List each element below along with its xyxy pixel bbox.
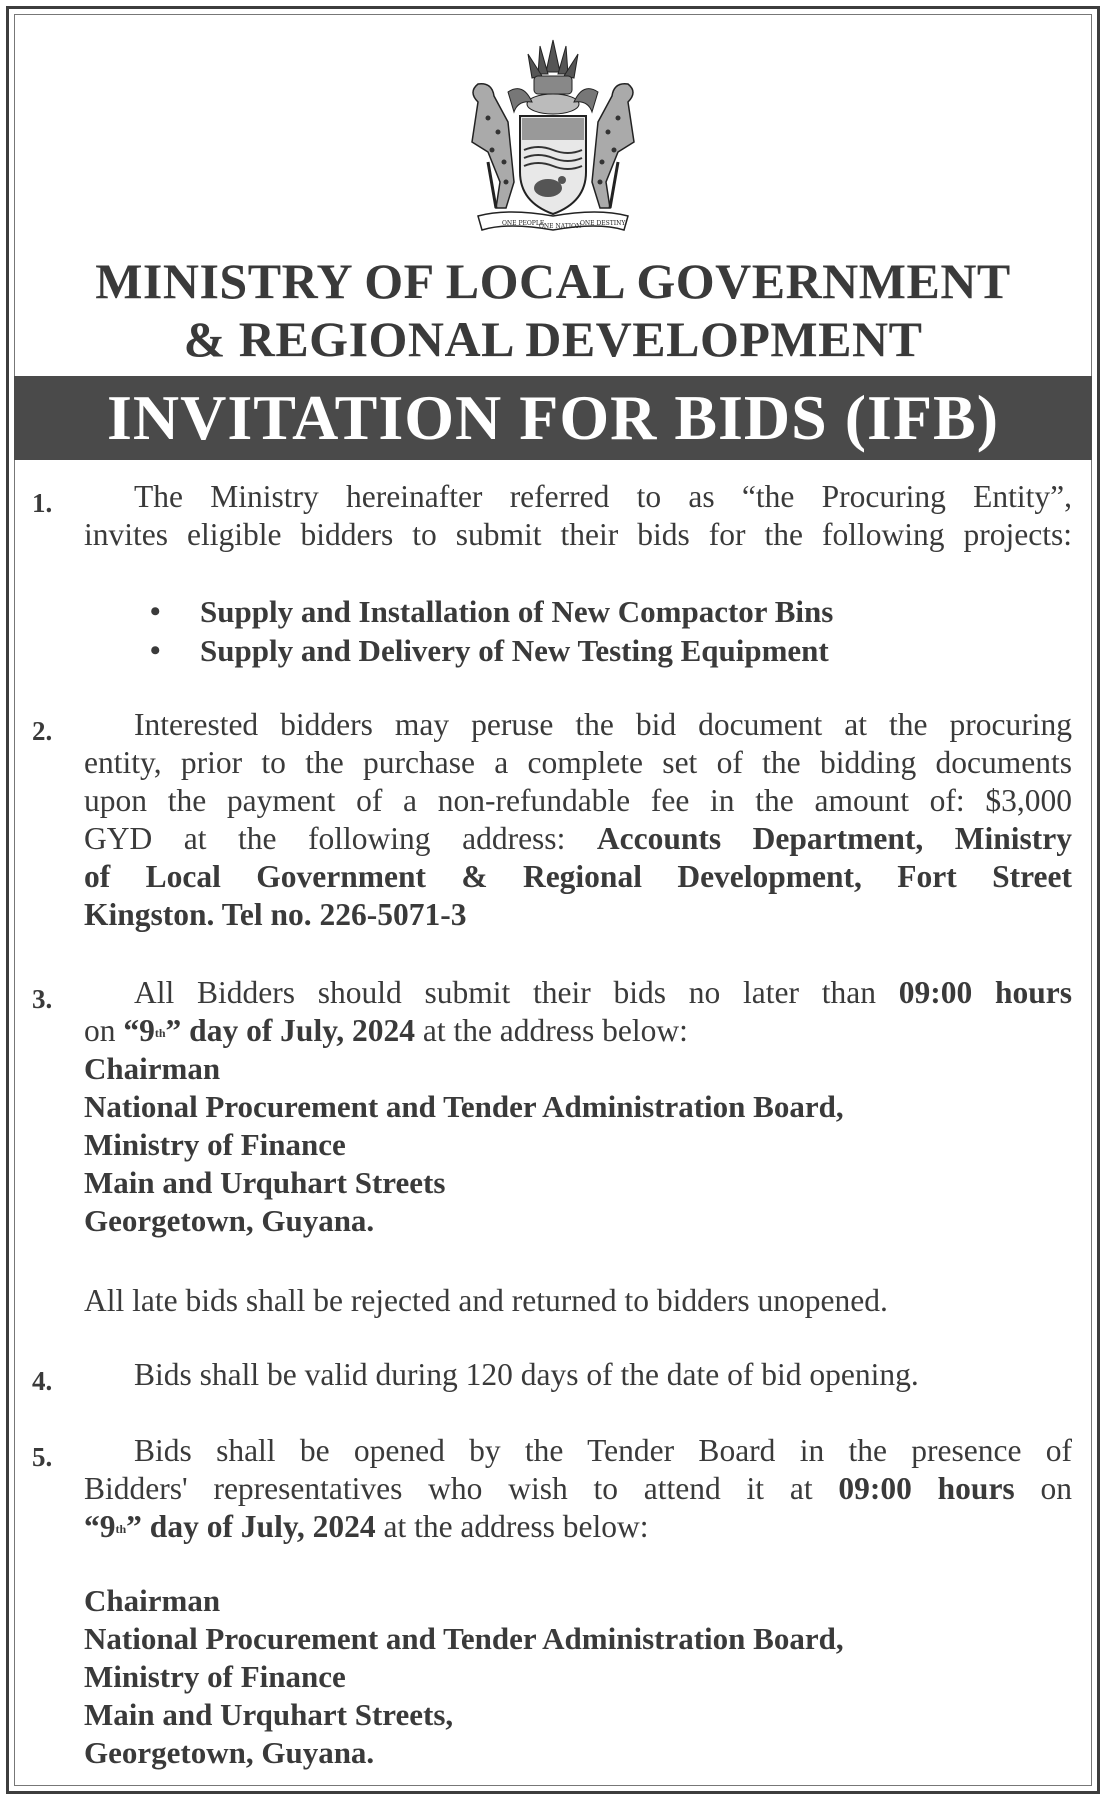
addr2-line1: Chairman [84,1583,221,1618]
p2-line3: upon the payment of a non-refundable fee in the amount of: $3,000 [84,783,1072,818]
ifb-banner: INVITATION FOR BIDS (IFB) [14,376,1092,460]
p2-line2: entity, prior to the purchase a complete set of the bidding documents [84,745,1072,780]
p2-line6: Kingston. Tel no. 226-5071-3 [84,897,467,932]
address-block-2 [84,1582,844,1772]
item-number-3: 3. [32,984,53,1014]
paragraph-2 [84,706,1072,934]
p5-date-rest: ” day of July, 2024 [126,1509,376,1544]
p3-line2-plain: at the address below: [414,1013,688,1048]
p2-line5: of Local Government & Regional Development, Fort Street [84,859,1072,894]
addr1-line3: Ministry of Finance [84,1127,346,1162]
p5-line3-plain: at the address below: [375,1509,649,1544]
addr2-line2: National Procurement and Tender Administration Board, [84,1621,844,1656]
address-block-1 [84,1050,844,1240]
p3-date-sup: th [154,1026,166,1040]
p5-line1: Bids shall be opened by the Tender Board in the presence of [134,1433,1072,1468]
p5-line2-plain: Bidders' representatives who wish to attend it at [84,1471,839,1506]
motto-one-destiny: ONE DESTINY [580,220,626,227]
p2-line4-plain: GYD at the following address: [84,821,597,856]
paragraph-3 [84,974,1072,1050]
coat-of-arms-icon [448,32,658,242]
p1-line1: The Ministry hereinafter referred to as “the Procuring Entity”, [134,479,1072,514]
motto-one-people: ONE PEOPLE [502,220,545,227]
p3-line1-bold: 09:00 hours [898,975,1072,1010]
p2-line1: Interested bidders may peruse the bid document at the procuring [134,707,1072,742]
p2-line4-bold: Accounts Department, Ministry [596,821,1072,856]
p1-line2: invites eligible bidders to submit their bids for the following projects: [84,517,1072,552]
addr2-line4: Main and Urquhart Streets, [84,1697,454,1732]
p3-line1-plain: All Bidders should submit their bids no later than [134,975,899,1010]
item-number-4: 4. [32,1366,53,1396]
paragraph-4 [84,1356,1072,1394]
ministry-title-line1: MINISTRY OF LOCAL GOVERNMENT [95,253,1011,309]
late-bids-note: All late bids shall be rejected and returned to bidders unopened. [84,1283,888,1318]
addr2-line3: Ministry of Finance [84,1659,346,1694]
addr2-line5: Georgetown, Guyana. [84,1735,375,1770]
addr1-line5: Georgetown, Guyana. [84,1203,375,1238]
paragraph-5 [84,1432,1072,1546]
p3-date-rest: ” day of July, 2024 [165,1013,415,1048]
item-number-2: 2. [32,716,53,746]
ministry-title-line2: & REGIONAL DEVELOPMENT [183,311,923,367]
item-number-1: 1. [32,488,53,518]
p5-line2-bold: 09:00 hours [838,1471,1015,1506]
motto-one-nation: ONE NATION [539,223,582,230]
p4-line1: Bids shall be valid during 120 days of the date of bid opening. [134,1357,919,1392]
p5-date-sup: th [115,1522,127,1536]
p3-date-quote-open: “9 [123,1013,155,1048]
paragraph-1 [84,478,1072,554]
p5-date-quote-open: “9 [84,1509,116,1544]
addr1-line1: Chairman [84,1051,221,1086]
list-item: • Supply and Installation of New Compactor Bins [150,592,833,631]
p5-line2-on: on [1014,1471,1072,1506]
addr1-line2: National Procurement and Tender Administration Board, [84,1089,844,1124]
item-number-5: 5. [32,1442,53,1472]
addr1-line4: Main and Urquhart Streets [84,1165,446,1200]
p3-line2-on: on [84,1013,124,1048]
project-list [150,592,833,670]
list-item: • Supply and Delivery of New Testing Equipment [150,631,833,670]
